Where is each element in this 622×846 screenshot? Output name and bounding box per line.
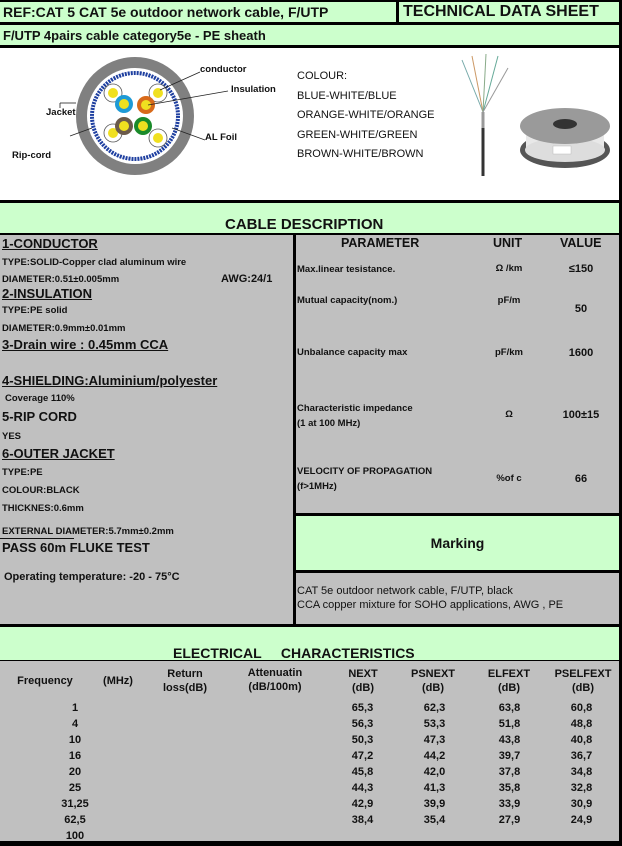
param-value: 1600 (568, 347, 594, 359)
external-diameter: EXTERNAL DIAMETER:5.7mm±0.2mm (2, 526, 174, 537)
external-diameter-underline (0, 538, 74, 539)
cable-specs-panel (0, 235, 293, 624)
value-header: VALUE (560, 236, 602, 250)
colour-heading: COLOUR: (297, 70, 348, 82)
marking-line-1: CAT 5e outdoor network cable, F/UTP, black (297, 585, 513, 597)
outer-jacket-thickness: THICKNES:0.6mm (2, 503, 84, 514)
ref-title: REF:CAT 5 CAT 5e outdoor network cable, F/UTP (3, 4, 329, 20)
colour-pair: BLUE-WHITE/BLUE (297, 89, 397, 102)
insulation-diameter: DIAMETER:0.9mm±0.01mm (2, 323, 126, 334)
table-row: 100 (65, 830, 85, 842)
label-al-foil: AL Foil (205, 132, 238, 143)
rip-cord-value: YES (2, 431, 22, 442)
shielding-heading: 4-SHIELDING:Aluminium/polyester (2, 373, 218, 388)
outer-jacket-type: TYPE:PE (2, 467, 43, 478)
cable-cross-section-icon (0, 48, 290, 200)
rip-cord-heading: 5-RIP CORD (2, 409, 77, 424)
col-header-frequency: Frequency (17, 675, 73, 687)
table-row: 31,25 42,9 39,9 33,9 30,9 (61, 798, 593, 810)
param-name: Mutual capacity(nom.) (297, 295, 398, 306)
col-header-mhz: (MHz) (103, 675, 133, 687)
electrical-header (0, 627, 619, 660)
cable-strand-photo-icon (450, 52, 520, 177)
table-row: 62,5 38,4 35,4 27,9 24,9 (64, 814, 593, 826)
param-value: ≤150 (568, 263, 594, 275)
table-row: 25 44,3 41,3 35,8 32,8 (68, 782, 593, 794)
param-name: Characteristic impedance (297, 403, 413, 414)
shielding-coverage: Coverage 110% (5, 393, 75, 404)
label-rip-cord: Rip-cord (12, 150, 52, 161)
param-unit: %of c (496, 473, 522, 484)
conductor-awg: AWG:24/1 (221, 273, 273, 285)
subtitle: F/UTP 4pairs cable category5e - PE sheath (3, 28, 266, 43)
col-header-pselfext: PSELFEXT (dB) (554, 668, 612, 694)
ref-cell (0, 2, 396, 22)
cable-description-title: CABLE DESCRIPTION (225, 216, 384, 233)
sheet-title: TECHNICAL DATA SHEET (403, 3, 599, 20)
col-header-return-loss: Return loss(dB) (163, 668, 207, 694)
table-row: 16 47,2 44,2 39,7 36,7 (68, 750, 593, 762)
param-unit: Ω /km (495, 263, 523, 274)
outer-jacket-colour: COLOUR:BLACK (2, 485, 80, 496)
param-value: 100±15 (562, 409, 600, 421)
col-header-elfext: ELFEXT (dB) (487, 668, 531, 694)
param-name: VELOCITY OF PROPAGATION (297, 466, 433, 477)
colour-list (297, 67, 435, 165)
insulation-type: TYPE:PE solid (2, 305, 68, 316)
marking-title: Marking (430, 535, 485, 551)
param-name: Unbalance capacity max (297, 347, 408, 358)
conductor-heading: 1-CONDUCTOR (2, 236, 98, 251)
outer-jacket-heading: 6-OUTER JACKET (2, 446, 115, 461)
param-unit: pF/m (497, 295, 521, 306)
param-unit: pF/km (495, 347, 523, 358)
table-row: 20 45,8 42,0 37,8 34,8 (68, 766, 593, 778)
conductor-type: TYPE:SOLID-Copper clad aluminum wire (2, 257, 187, 268)
conductor-diameter: DIAMETER:0.51±0.005mm (2, 274, 120, 285)
param-name: Max.linear tesistance. (297, 264, 396, 275)
parameters-panel (296, 235, 619, 513)
col-header-next: NEXT (dB) (348, 668, 378, 694)
param-value: 66 (574, 473, 588, 485)
label-jacket: Jacket (46, 107, 76, 118)
label-conductor: conductor (200, 64, 247, 75)
electrical-table (0, 661, 619, 841)
label-insulation: Insulation (231, 84, 276, 95)
marking-text-cell (296, 573, 619, 624)
col-header-psnext: PSNEXT (dB) (410, 668, 455, 694)
param-name-sub: (f>1MHz) (297, 481, 337, 492)
colour-pair: ORANGE-WHITE/ORANGE (297, 109, 435, 121)
sheet-title-cell (399, 2, 619, 22)
operating-temperature: Operating temperature: -20 - 75°C (4, 571, 180, 583)
colour-pair: GREEN-WHITE/GREEN (297, 128, 418, 141)
parameter-header: PARAMETER (341, 236, 420, 250)
marking-line-2: CCA copper mixture for SOHO applications, AWG , PE (297, 599, 564, 611)
diagram-area (0, 48, 619, 200)
fluke-test: PASS 60m FLUKE TEST (2, 540, 150, 555)
subtitle-cell (0, 25, 619, 45)
param-name-sub: (1 at 100 MHz) (297, 418, 361, 429)
table-row: 4 56,3 53,3 51,8 48,8 (71, 718, 593, 730)
electrical-title: ELECTRICAL CHARACTERISTICS (173, 645, 415, 661)
unit-header: UNIT (493, 236, 523, 250)
colour-pair: BROWN-WHITE/BROWN (297, 148, 424, 160)
insulation-heading: 2-INSULATION (2, 286, 93, 301)
table-row: 1 65,3 62,3 63,8 60,8 (71, 702, 593, 714)
cable-description-header (0, 203, 619, 233)
drain-wire-heading: 3-Drain wire : 0.45mm CCA (2, 337, 169, 352)
table-row: 10 50,3 47,3 43,8 40,8 (68, 734, 593, 746)
cable-reel-photo-icon (518, 106, 613, 171)
marking-header (296, 516, 619, 570)
col-header-attenuation: Attenuatin (dB/100m) (247, 667, 303, 693)
param-unit: Ω (505, 409, 513, 420)
param-value: 50 (574, 303, 588, 315)
